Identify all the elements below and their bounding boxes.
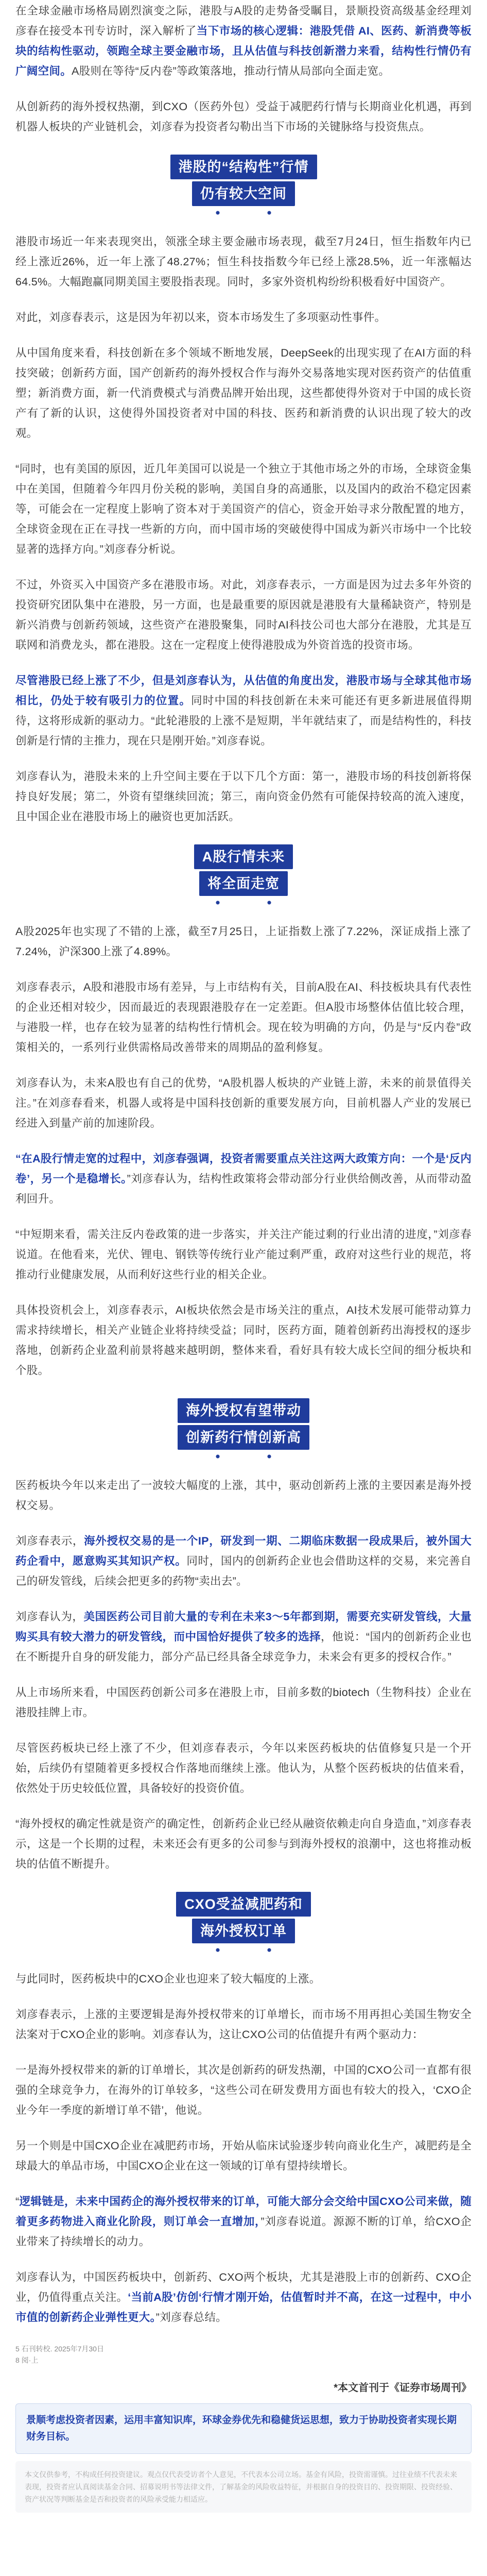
article-paragraph: 刘彦春表示，海外授权交易的是一个IP，研发到一期、二期临床数据一段成果后，被外国大药企看中，愿意购买其知识产权。同时，国内的创新药企业也会借助这样的交易，来完善自己的研发管线，后续会把更多的药物“卖出去”。 — [15, 1535, 472, 1587]
article-paragraph: 刘彦春表示，A股和港股市场有差异，与上市结构有关，目前A股在AI、科技板块具有代表性的企业还相对较少，因而最近的表现跟港股存在一定差距。但A股市场整体估值比较合理，与港股一样，也存在较为显著的结构性行情机会。现在较为明确的方向，仍是与“反内卷”政策相关的，一系列行业供需格局改善带来的周期品的盈利修复。 — [15, 981, 472, 1054]
article-paragraph: 刘彦春表示，上涨的主要逻辑是海外授权带来的订单增长，而市场不用再担心美国生物安全法案对于CXO企业的影响。刘彦春认为，这让CXO公司的估值提升有两个驱动力： — [15, 2008, 472, 2041]
article-paragraph: 刘彦春认为，未来A股也有自己的优势，“A股机器人板块的产业链上游，未来的前景值得关注。”在刘彦春看来，机器人或将是中国科技创新的重要发展方向，目前机器人产业的发展已经进入到量产前的加速阶段。 — [15, 1077, 472, 1129]
article-paragraph: A股2025年也实现了不错的上涨，截至7月25日，上证指数上涨了7.22%，深证成指上涨了7.24%，沪深300上涨了4.89%。 — [15, 925, 472, 958]
article-paragraph: 不过，外资买入中国资产多在港股市场。对此，刘彦春表示，一方面是因为过去多年外资的投资研究团队集中在港股，另一方面，也是最重要的原因就是港股有大量稀缺资产，特别是新兴消费与创新药领域，这些资产在港股聚集，同时AI科技公司也大部分在港股，尤其是互联网和消费龙头，都在港股。这在一定程度上使得港股成为外资首选的投资市场。 — [15, 579, 472, 651]
article-paragraph: 尽管港股已经上涨了不少，但是刘彦春认为，从估值的角度出发，港股市场与全球其他市场相比，仍处于较有吸引力的位置。同时中国的科技创新在未来可能还有更多新进展值得期待，这将形成新的驱动力。“此轮港股的上涨不是短期，半年就结束了，而是结构性的，科技创新是行情的主推力，现在只是刚开始。”刘彦春说。 — [15, 674, 472, 747]
section-heading-line: A股行情未来 — [194, 844, 293, 869]
article-paragraph: 刘彦春认为，美国医药公司目前大量的专利在未来3～5年都到期，需要充实研发管线，大量购买具有较大潜力的研发管线，而中国恰好提供了较多的选择，他说：“国内的创新药企业也在不断提升自身的研发能力，部分产品已经具备全球竞争力，未来会有更多的授权合作。” — [15, 1611, 472, 1663]
section-heading — [15, 1892, 472, 1953]
article-meta: 5 石刊转校. 2025年7月30日 8 阅·上 — [15, 2345, 104, 2364]
section-heading-line: 港股的“结构性”行情 — [170, 155, 317, 179]
article-paragraph: “同时，也有美国的原因，近几年美国可以说是一个独立于其他市场之外的市场，全球资金集中在美国，但随着今年四月份关税的影响，美国自身的高通胀，以及国内的政治不稳定因素等，可能会在一定程度上影响了资本对于美国资产的信心，资金开始寻求分散配置的地方，全球资金现在正在寻找一些新的方向，而中国市场的突破使得中国成为新兴市场中一个比较显著的选择方向。”刘彦春分析说。 — [15, 463, 472, 555]
article-paragraph: “中短期来看，需关注反内卷政策的进一步落实，并关注产能过剩的行业出清的进度，”刘彦春说道。在他看来，光伏、锂电、钢铁等传统行业产能过剩严重，政府对这些行业的规范，将推动行业健康发展，从而利好这些行业的相关企业。 — [15, 1228, 472, 1281]
section-heading-line: 海外授权有望带动 — [178, 1398, 309, 1423]
section-heading-line: CXO受益减肥药和 — [176, 1892, 311, 1917]
section-heading-line: 仍有较大空间 — [192, 181, 295, 206]
section-heading — [15, 844, 472, 905]
article-paragraph: 从上市场所来看，中国医药创新公司多在港股上市，目前多数的biotech（生物科技）企业在港股挂牌上市。 — [15, 1686, 472, 1719]
section-heading-line: 将全面走宽 — [199, 871, 288, 896]
article-paragraph: 从创新药的海外授权热潮，到CXO（医药外包）受益于减肥药行情与长期商业化机遇，再到机器人板块的产业链机会，刘彦春为投资者勾勒出当下市场的关键脉络与投资焦点。 — [15, 100, 472, 133]
disclaimer-box: 本文仅供参考，不构成任何投资建议。观点仅代表受访者个人意见，不代表本公司立场。基金有风险，投资需谨慎。过往业绩不代表未来表现，投资者应认真阅读基金合同、招募说明书等法律文件，了解基金的风险收益特征，并根据自身的投资目的、投资期限、投资经验、资产状况等判断基金是否和投资者的风险承受能力相适应。 — [15, 2461, 472, 2513]
article-paragraph: 另一个则是中国CXO企业在减肥药市场，开始从临床试验逐步转向商业化生产，减肥药是全球最大的单品市场，中国CXO企业在这一领域的订单有望持续增长。 — [15, 2140, 472, 2172]
section-heading-line: 海外授权订单 — [192, 1919, 295, 1943]
article-paragraph: 刘彦春认为，中国医药板块中，创新药、CXO两个板块，尤其是港股上市的创新药、CXO企业，仍值得重点关注。‘当前A股’仿创‘行情才刚开始，估值暂时并不高，在这一过程中，中小市值的创新药企业弹性更大。”刘彦春总结。 — [15, 2271, 472, 2324]
section-heading — [15, 155, 472, 215]
article-paragraph: 刘彦春认为，港股未来的上升空间主要在于以下几个方面：第一，港股市场的科技创新将保持良好发展；第二，外资有望继续回流；第三，南向资金仍然有可能保持较高的流入速度，且中国企业在港股市场上的融资也更加活跃。 — [15, 770, 472, 823]
article-paragraph: 在全球金融市场格局剧烈演变之际，港股与A股的走势备受瞩目，景顺投资高级基金经理刘彦春在接受本刊专访时，深入解析了当下市场的核心逻辑：港股凭借 AI、医药、新消费等板块的结构性驱动，领跑全球主要金融市场，且从估值与科技创新潜力来看，结构性行情仍有广阔空间。A股则在等待“反内卷”等政策落地，推动行情从局部向全面走宽。 — [15, 5, 472, 77]
section-heading — [15, 1398, 472, 1459]
article-paragraph: 与此同时，医药板块中的CXO企业也迎来了较大幅度的上涨。 — [15, 1973, 321, 1985]
article-paragraph: “逻辑链是，未来中国药企的海外授权带来的订单，可能大部分会交给中国CXO公司来做，随着更多药物进入商业化阶段，则订单会一直增加，”刘彦春说道。源源不断的订单，给CXO企业带来了持续增长的动力。 — [15, 2195, 472, 2248]
decorative-dots-icon — [192, 900, 295, 905]
article-paragraph: 医药板块今年以来走出了一波较大幅度的上涨，其中，驱动创新药上涨的主要因素是海外授权交易。 — [15, 1479, 472, 1512]
article-paragraph: 港股市场近一年来表现突出，领涨全球主要金融市场表现，截至7月24日，恒生指数年内已经上涨近26%，近一年上涨了48.27%；恒生科技指数今年已经上涨28.5%，近一年涨幅达64.5%。大幅跑赢同期美国主要股指表现。同时，多家外资机构纷纷积极看好中国资产。 — [15, 235, 472, 288]
source-note: *本文首刊于《证券市场周刊》 — [334, 2382, 472, 2394]
decorative-dots-icon — [192, 1947, 295, 1953]
article-paragraph: 对此，刘彦春表示，这是因为年初以来，资本市场发生了多项驱动性事件。 — [15, 311, 386, 324]
section-heading-line: 创新药行情创新高 — [178, 1425, 309, 1450]
decorative-dots-icon — [192, 210, 295, 215]
decorative-dots-icon — [192, 1454, 295, 1459]
article-paragraph: “海外授权的确定性就是资产的确定性，创新药企业已经从融资依赖走向自身造血，”刘彦春表示，这是一个长期的过程，未来还会有更多的公司参与到海外授权的浪潮中，这也将推动板块的估值不断提升。 — [15, 1818, 472, 1870]
company-statement-box: 景顺考虑投资者因素，运用丰富知识库，环球金券优先和稳健货运思想，致力于协助投资者实现长期财务目标。 — [15, 2403, 472, 2454]
article-paragraph: 一是海外授权带来的新的订单增长，其次是创新药的研发热潮，中国的CXO公司一直都有很强的全球竞争力，在海外的订单较多，“这些公司在研发费用方面也有较大的投入，‘CXO企业今年一季度的新增订单不错’，他说。 — [15, 2064, 472, 2116]
article — [0, 1, 487, 2576]
article-paragraph: 尽管医药板块已经上涨了不少，但刘彦春表示，今年以来医药板块的估值修复只是一个开始，后续仍有望随着更多授权合作落地而继续上涨。他认为，从整个医药板块的估值来看，依然处于历史较低位置，具备较好的投资价值。 — [15, 1742, 472, 1794]
article-paragraph: 从中国角度来看，科技创新在多个领域不断地发展，DeepSeek的出现实现了在AI方面的科技突破；创新药方面，国产创新药的海外授权合作与海外交易落地实现对医药资产的估值重塑；新消费方面，新一代消费模式与消费品牌开始出现，这些都使得外资对于中国的成长资产有了新的认识，这使得外国投资者对中国的科技、医药和新消费的认识出现了较大的改观。 — [15, 347, 472, 439]
article-paragraph: 具体投资机会上，刘彦春表示，AI板块依然会是市场关注的重点，AI技术发展可能带动算力需求持续增长，相关产业链企业将持续受益；同时，医药方面，随着创新药出海授权的逐步落地，创新药企业盈利前景将越来越明朗，整体来看，看好具有较大成长空间的细分板块和个股。 — [15, 1304, 472, 1377]
article-paragraph: “在A股行情走宽的过程中，刘彦春强调，投资者需要重点关注这两大政策方向：一个是‘反内卷’，另一个是稳增长。”刘彦春认为，结构性政策将会带动部分行业供给侧改善，从而带动盈利回升。 — [15, 1153, 472, 1205]
